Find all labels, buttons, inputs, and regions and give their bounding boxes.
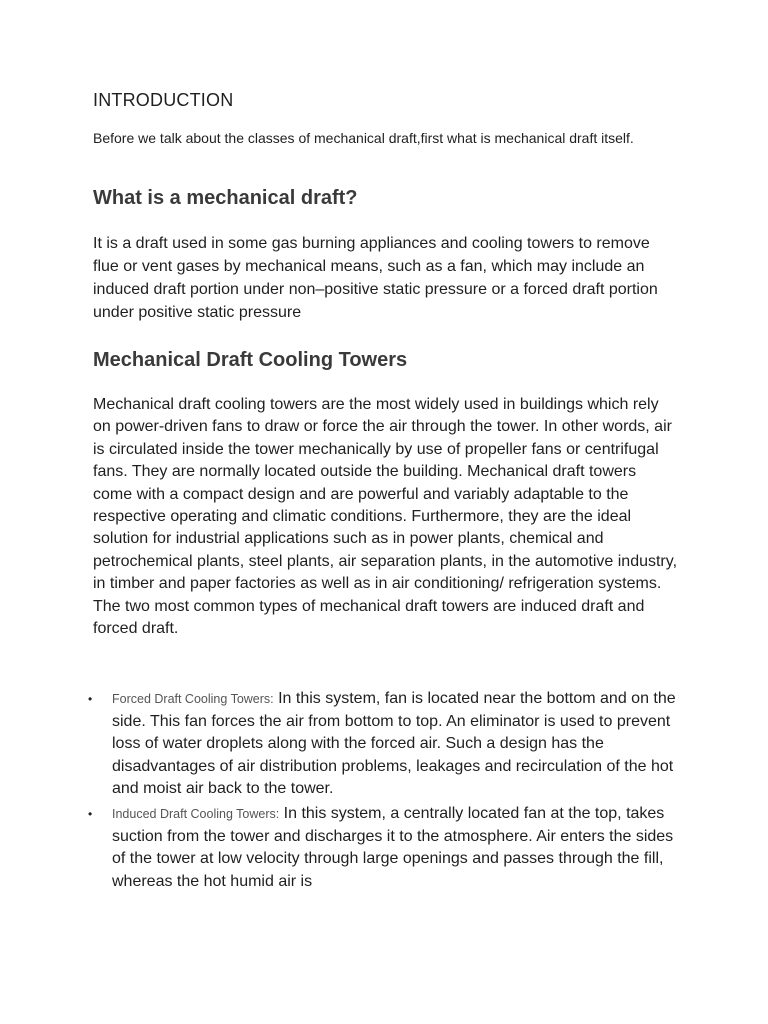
bullet-icon: • bbox=[88, 692, 93, 706]
bullet-icon: • bbox=[88, 806, 93, 821]
cooling-tower-types-list bbox=[88, 688, 683, 895]
mechanical-draft-cooling-towers-paragraph: Mechanical draft cooling towers are the most widely used in buildings which rely on power-driven fans to draw or force the air through the tower. In other words, air is circulated inside the tower mechanically by use of propeller fans or centrifugal fans. They are normally located outside the building. Mechanical draft towers come with a compact design and are powerful and variably adaptable to the respective operating and climatic conditions. Furthermore, they are the ideal solution for industrial applications such as in power plants, chemical and petrochemical plants, steel plants, air separation plants, in the automotive industry, in timber and paper factories as well as in air conditioning/ refrigeration systems. The two most common types of mechanical draft towers are induced draft and forced draft. bbox=[93, 396, 678, 638]
what-is-mechanical-draft-heading: What is a mechanical draft? bbox=[93, 187, 358, 209]
induced-draft-label: Induced Draft Cooling Towers: bbox=[112, 806, 280, 821]
introduction-paragraph: Before we talk about the classes of mechanical draft,first what is mechanical draft itself. bbox=[93, 130, 634, 146]
list-item-induced-draft bbox=[88, 803, 683, 893]
list-item-forced-draft bbox=[88, 688, 683, 801]
forced-draft-text: In this system, fan is located near the bottom and on the side. This fan forces the air from bottom to top. An eliminator is used to prevent loss of water droplets along with the forced air. Such a design has the disadvantages of air distribution problems, leakages and recirculation of the hot and moist air back to the tower. bbox=[112, 690, 676, 798]
what-is-mechanical-draft-paragraph: It is a draft used in some gas burning appliances and cooling towers to remove flue or vent gases by mechanical means, such as a fan, which may include an induced draft portion under non–positive static pressure or a forced draft portion under positive static pressure bbox=[93, 235, 658, 321]
forced-draft-label: Forced Draft Cooling Towers: bbox=[112, 692, 274, 706]
induced-draft-text: In this system, a centrally located fan at the top, takes suction from the tower and discharges it to the atmosphere. Air enters the sides of the tower at low velocity through large openings and passes through the fill, whereas the hot humid air is bbox=[112, 804, 674, 890]
mechanical-draft-cooling-towers-heading: Mechanical Draft Cooling Towers bbox=[93, 349, 408, 371]
introduction-heading: INTRODUCTION bbox=[93, 90, 234, 110]
